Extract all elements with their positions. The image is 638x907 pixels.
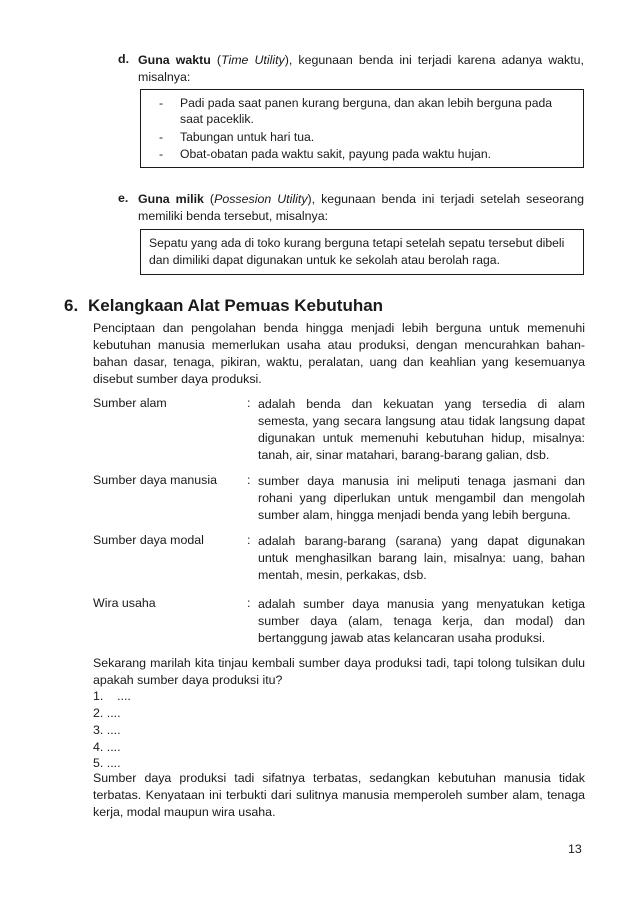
resource-label: Sumber daya modal (93, 533, 204, 547)
resource-description: adalah benda dan kekuatan yang tersedia di alam semesta, yang secara langsung atau tidak langsung dapat digunakan untuk memenuhi kebutuhan hidup, misalnya: tanah, air, sinar matahari, barang-barang galian, dsb. (258, 397, 585, 462)
bullet-text: Obat-obatan pada waktu sakit, payung pada waktu hujan. (180, 147, 491, 161)
bullet-text: Padi pada saat panen kurang berguna, dan akan lebih berguna pada saat paceklik. (180, 96, 553, 126)
closing-paragraph: Sumber daya produksi tadi sifatnya terbatas, sedangkan kebutuhan manusia tidak terbatas. Kenyataan ini terbukti dari sulitnya manusia memperoleh sumber alam, tenaga kerja, modal maupun wira usaha. (93, 771, 585, 819)
answer-line-3: 3. .... (93, 723, 121, 737)
time-utility-term: Time Utility (221, 53, 285, 67)
resource-description: adalah barang-barang (sarana) yang dapat digunakan untuk menghasilkan barang lain, misalnya: uang, bahan mentah, mesin, perkakas, dsb. (258, 534, 585, 582)
resource-colon: : (247, 396, 251, 410)
resource-label: Wira usaha (93, 596, 156, 610)
resource-description: adalah sumber daya manusia yang menyatukan ketiga sumber daya (alam, tenaga kerja, dan modal) dan bertanggung jawab atas kelancaran usaha produksi. (258, 597, 585, 645)
resource-label: Sumber alam (93, 396, 167, 410)
answer-line-2: 2. .... (93, 706, 121, 720)
dash: - (159, 130, 164, 144)
section-title: Kelangkaan Alat Pemuas Kebutuhan (88, 296, 384, 315)
resource-description: sumber daya manusia ini meliputi tenaga jasmani dan rohani yang diperlukan untuk mengambil dan mengolah sumber alam, hingga menjadi benda yang lebih berguna. (258, 474, 585, 522)
resource-colon: : (247, 533, 251, 547)
paren-open: ( (210, 53, 221, 67)
guna-waktu-paragraph (138, 52, 584, 86)
guna-waktu-example-box (140, 89, 584, 168)
item-e-letter: e. (118, 191, 129, 205)
bullet-text: Tabungan untuk hari tua. (180, 130, 315, 144)
resource-colon: : (247, 473, 251, 487)
guna-milik-example-text: Sepatu yang ada di toko kurang berguna tetapi setelah sepatu tersebut dibeli dan dimiliki dapat digunakan untuk ke sekolah atau berolah raga. (149, 236, 565, 267)
guna-waktu-title: Guna waktu (138, 53, 211, 67)
question-paragraph: Sekarang marilah kita tinjau kembali sumber daya produksi tadi, tapi tolong tulsikan dulu apakah sumber daya produksi itu? (93, 656, 585, 687)
dash: - (159, 147, 164, 161)
guna-milik-paragraph (138, 191, 584, 225)
answer-line-4: 4. .... (93, 740, 121, 754)
section-intro-paragraph: Penciptaan dan pengolahan benda hingga menjadi lebih berguna untuk memenuhi kebutuhan manusia memerlukan usaha atau produksi, dengan mencurahkan bahan-bahan dasar, tenaga, pikiran, waktu, peralatan, uang dan keahlian yang kesemuanya disebut sumber daya produksi. (93, 321, 585, 386)
resource-colon: : (247, 596, 251, 610)
guna-milik-example-box (140, 229, 584, 275)
possesion-utility-term: Possesion Utility (214, 192, 308, 206)
guna-milik-description: ), kegunaan benda ini terjadi setelah seseorang memiliki benda tersebut, misalnya: (138, 192, 584, 223)
guna-milik-title: Guna milik (138, 192, 204, 206)
paren-open: ( (203, 192, 215, 206)
guna-waktu-description: ), kegunaan benda ini terjadi karena adanya waktu, misalnya: (138, 53, 585, 84)
answer-line-5: 5. .... (93, 756, 121, 770)
section-number: 6. (64, 296, 79, 315)
page-number: 13 (568, 842, 582, 856)
answer-line-1: 1. .... (93, 689, 131, 703)
item-d-letter: d. (118, 52, 130, 66)
dash: - (159, 96, 164, 110)
resource-label: Sumber daya manusia (93, 473, 217, 487)
